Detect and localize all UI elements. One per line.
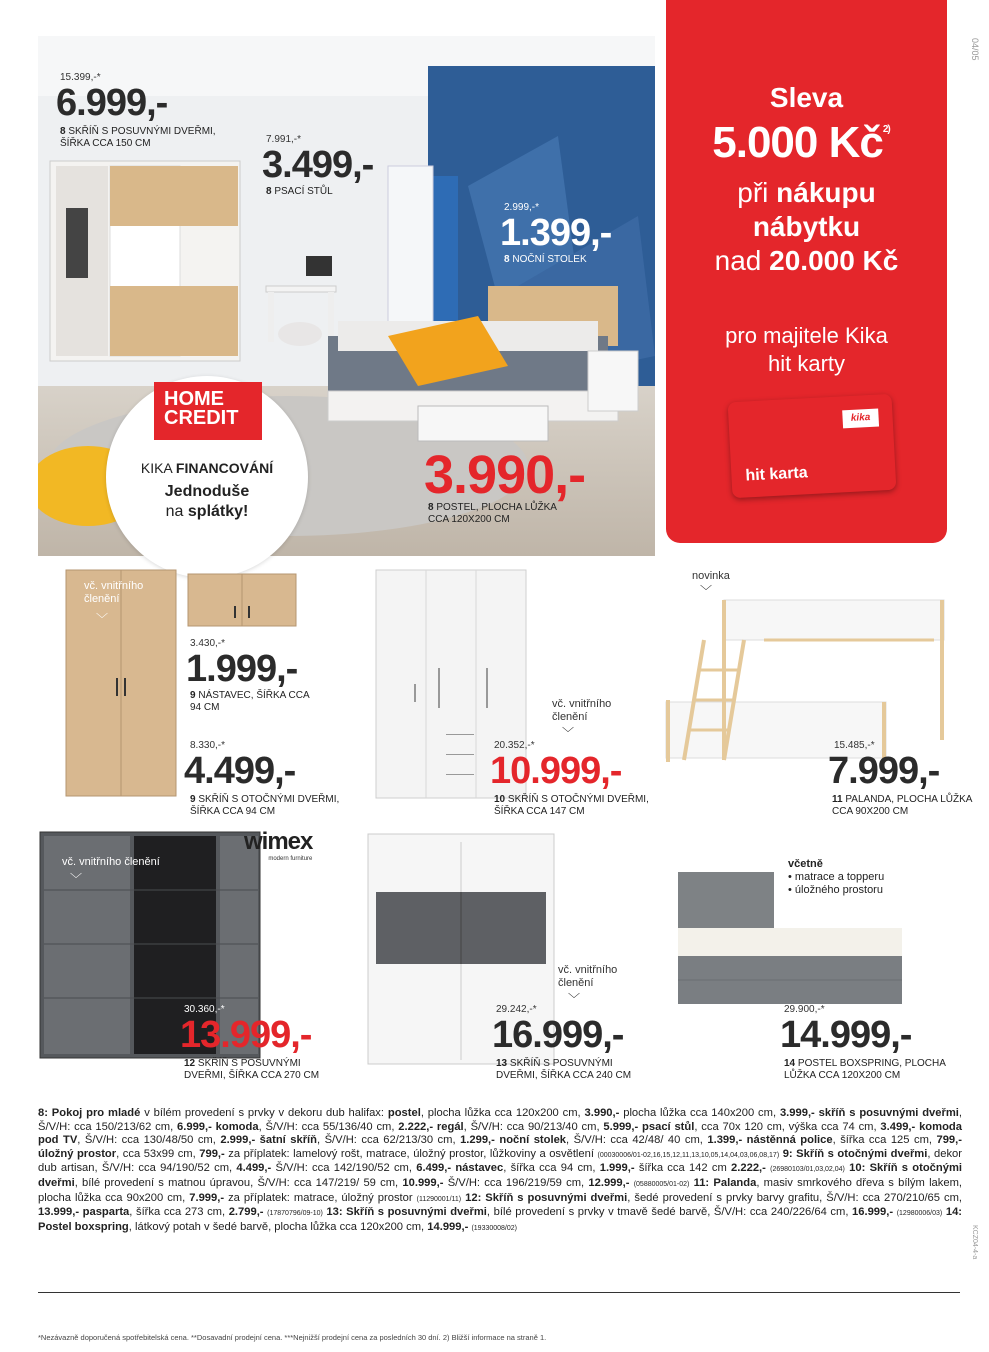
old-price: 29.900,-* — [784, 1004, 825, 1015]
old-price: 30.360,-* — [184, 1004, 225, 1015]
price: 7.999,- — [828, 750, 940, 792]
product-desc: 9 NÁSTAVEC, ŠÍŘKA CCA 94 CM — [190, 690, 310, 713]
side-code: KCZ04-4-a — [971, 1225, 978, 1260]
top-cabinet-illustration — [186, 572, 298, 628]
product-details-text: 8: Pokoj pro mladé v bílém provedení s prvky v dekoru dub halifax: postel, plocha lůžka cca 120x200 cm, 3.990,- plocha lůžka cca 140x200 cm, 3.999,- skříň s posuvnými dveřmi, Š/V/H: cca 150/213/62 cm, 6.999,- komoda, Š/V/H: cca 55/136/40 cm, 2.222,- regál, Š/V/H: cca 90/213/40 cm, 5.999,- psací stůl, cca 70x 120 cm, výška cca 74 cm, 3.499,- komoda pod TV, Š/V/H: cca 130/48/50 cm, 2.999,- šatní skříň, Š/V/H: cca 62/213/30 cm, 1.299,- noční stolek, Š/V/H: cca 42/48/ 40 cm, 1.399,- nástěnná police, šířka cca 125 cm, 799,- úložný prostor, cca 53x99 cm, 799,- za příplatek: lamelový rošt, matrace, úložný prostor, lůžkoviny a osvětlení (00030006/01-02,16,15,12,11,13,10,05,14,04,03,06,08,17) 9: Skříň s otočnými dveřmi, dekor dub artisan, Š/V/H: cca 94/190/52 cm, 4.499,- Š/V/H: cca 142/190/52 cm, 6.499,- nástavec, šířka cca 94 cm, 1.999,- šířka cca 142 cm 2.222,- (26980103/01,03,02,04) 10: Skříň s otočnými dveřmi, bílé provedení s matnou úpravou, Š/V/H: cca 147/219/ 59 cm, 10.999,- Š/V/H: cca 196/219/59 cm, 12.999,- (05880005/01-02) 11: Palanda, masiv smrkového dřeva s bílým lakem, plocha lůžka cca 90x200 cm, 7.999,- za příplatek: matrace, úložný prostor (11290001/11) 12: Skříň s posuvnými dveřmi, šedé provedení s prvky barvy grafitu, Š/V/H: cca 270/210/65 cm, 13.999,- pasparta, šířka cca 273 cm, 2.799,- (17870796/09-10) 13: Skříň s posuvnými dveřmi, bílé provedení s prvky v tmavě šedé barvě, Š/V/H: cca 240/226/64 cm, 16.999,- (12980006/03) 14: Postel boxspring, látkový potah v šedé barvě, plocha lůžka cca 120x200 cm, 14.999,- (19330008/02) — [38, 1107, 963, 1233]
chevron-down-icon: ﹀ — [700, 584, 713, 598]
price: 10.999,- — [490, 750, 622, 792]
old-price: 20.352,-* — [494, 740, 535, 751]
old-price: 3.430,-* — [190, 638, 226, 649]
promo-line1: Sleva — [769, 82, 844, 113]
inner-layout-note: vč. vnitřního členění — [62, 856, 160, 868]
promo-amount: 5.000 $Kč^{2)}$ — [712, 118, 890, 167]
product-desc: 8 PSACÍ STŮL — [266, 186, 333, 197]
old-price: 7.991,-* — [266, 134, 302, 145]
wimex-logo: wimex modern furniture — [244, 828, 313, 862]
promo-line3: při nákupu nábytku nad 20.000 Kč — [714, 177, 899, 276]
old-price: 8.330,-* — [190, 740, 226, 751]
price: 1.399,- — [500, 212, 612, 254]
inner-layout-note: vč. vnitřního členění — [558, 964, 618, 989]
inner-layout-note: vč. vnitřního členění — [84, 580, 144, 605]
product-desc: 13 SKŘÍŇ S POSUVNÝMI DVEŘMI, ŠÍŘKA CCA 240 CM — [496, 1058, 632, 1081]
promo-panel — [666, 0, 947, 543]
price: 3.499,- — [262, 144, 374, 186]
product-desc: 8 NOČNÍ STOLEK — [504, 254, 587, 265]
product-desc: 12 SKŘÍŇ S POSUVNÝMI DVEŘMI, ŠÍŘKA CCA 270 CM — [184, 1058, 320, 1081]
home-credit-logo: HOME CREDIT — [154, 382, 262, 440]
kika-logo: kika — [842, 408, 879, 428]
product-desc: 11 PALANDA, PLOCHA LŮŽKA CCA 90X200 CM — [832, 794, 972, 817]
old-price: 15.485,-* — [834, 740, 875, 751]
old-price: 2.999,-* — [504, 202, 540, 213]
price: 16.999,- — [492, 1014, 624, 1056]
chevron-down-icon: ﹀ — [568, 992, 581, 1006]
top-cabinet-9-image — [186, 572, 298, 628]
product-desc: 9 SKŘÍŇ S OTOČNÝMI DVEŘMI, ŠÍŘKA CCA 94 CM — [190, 794, 340, 817]
price: 3.990,- — [424, 445, 586, 505]
new-badge: novinka — [692, 570, 730, 582]
price: 6.999,- — [56, 82, 168, 124]
price: 4.499,- — [184, 750, 296, 792]
old-price: 15.399,-* — [60, 72, 101, 83]
chevron-down-icon: ﹀ — [70, 872, 83, 886]
includes-list: včetně • matrace a topperu • úložného prostoru — [788, 858, 885, 896]
hit-card: kika hit karta — [728, 394, 897, 498]
inner-layout-note: vč. vnitřního členění — [552, 698, 612, 723]
product-desc: 8 POSTEL, PLOCHA LŮŽKA CCA 120X200 CM — [428, 502, 557, 525]
divider — [38, 1292, 960, 1293]
price: 14.999,- — [780, 1014, 912, 1056]
page-number: 04/05 — [970, 38, 980, 61]
price: 13.999,- — [180, 1014, 312, 1056]
home-credit-text: KIKA FINANCOVÁNÍ Jednoduše na splátky! — [140, 460, 274, 520]
footnote: *Nezávazně doporučená spotřebitelská cena. **Dosavadní prodejní cena. ***Nejnižší prodejní cena za posledních 30 dní. 2) Bližší informace na straně 1. — [38, 1333, 547, 1342]
product-desc: 8 SKŘÍŇ S POSUVNÝMI DVEŘMI, ŠÍŘKA CCA 150 CM — [60, 126, 216, 149]
price: 1.999,- — [186, 648, 298, 690]
chevron-down-icon: ﹀ — [96, 612, 109, 626]
old-price: 29.242,-* — [496, 1004, 537, 1015]
product-desc: 10 SKŘÍŇ S OTOČNÝMI DVEŘMI, ŠÍŘKA CCA 147 CM — [494, 794, 649, 817]
promo-sub: pro majitele Kika hit karty — [725, 323, 888, 376]
product-desc: 14 POSTEL BOXSPRING, PLOCHA LŮŽKA CCA 120X200 CM — [784, 1058, 946, 1081]
chevron-down-icon: ﹀ — [562, 726, 575, 740]
